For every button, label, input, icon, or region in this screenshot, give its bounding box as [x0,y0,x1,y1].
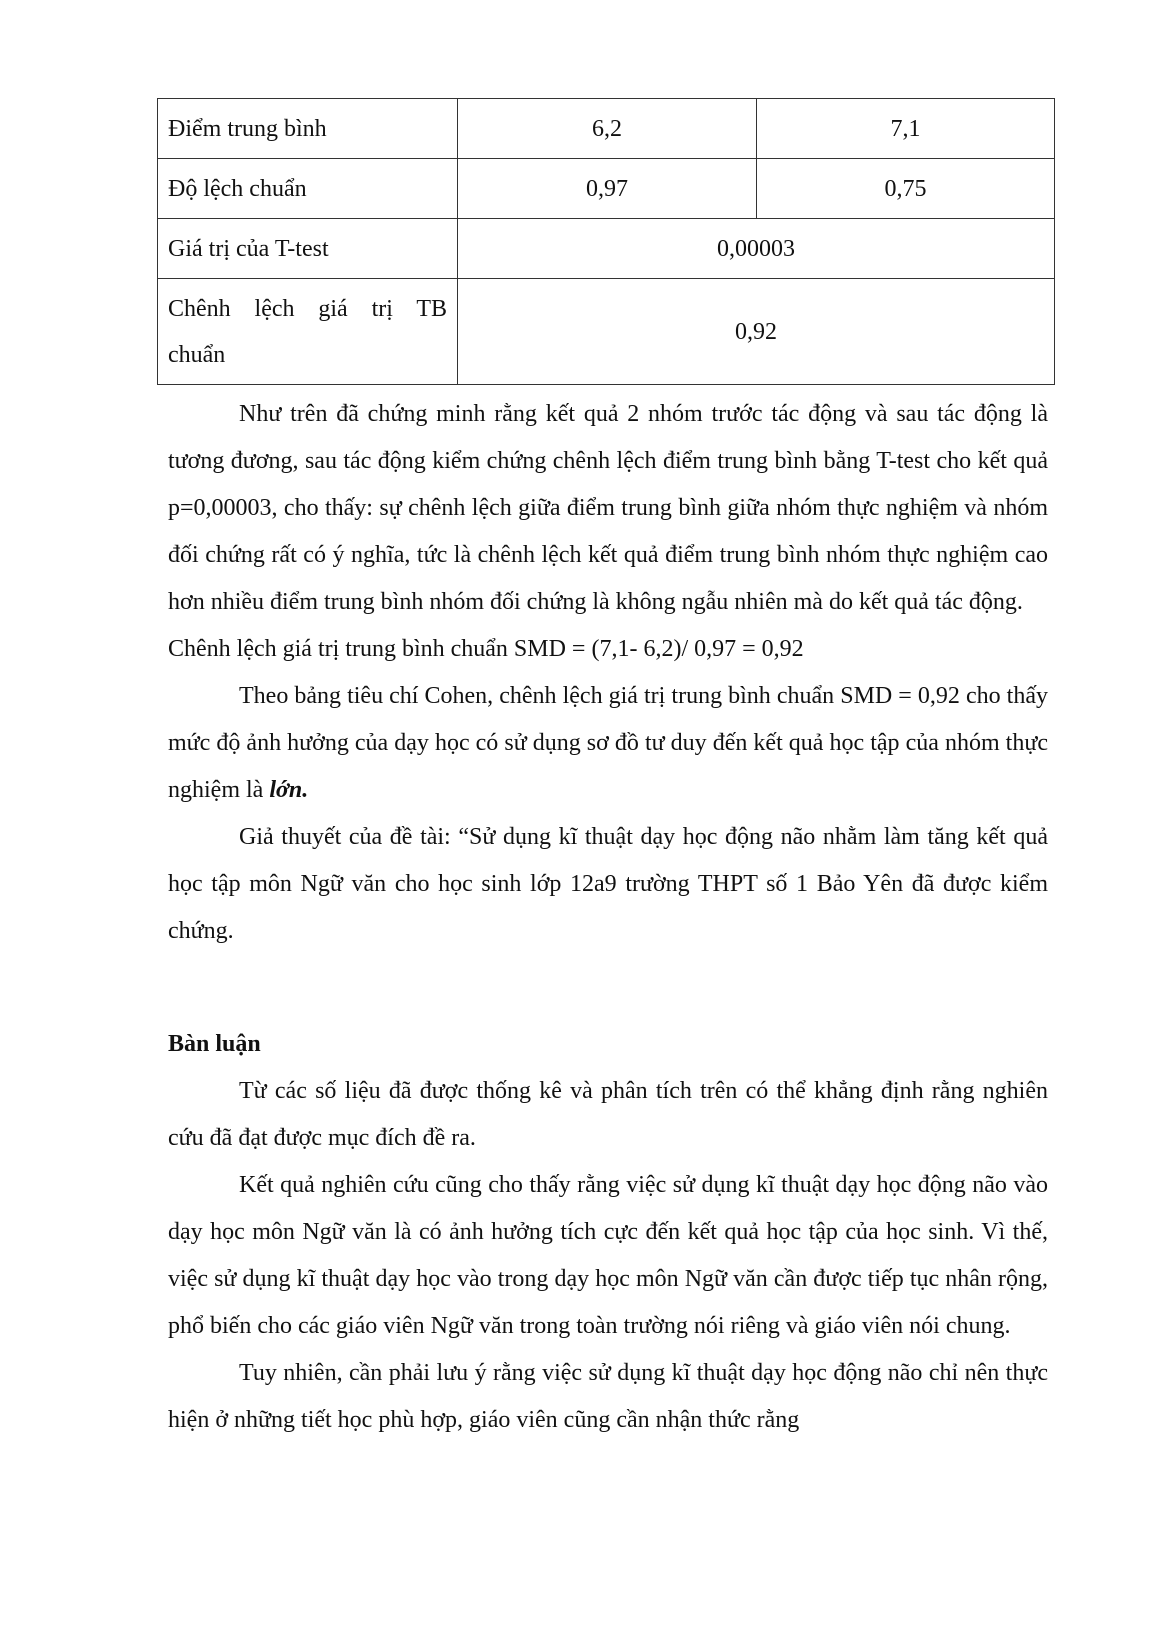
row-label-line: chuẩn [168,341,226,368]
emphasis-text: lớn. [269,777,309,803]
row-label: Điểm trung bình [158,99,458,159]
table-row [158,219,1055,279]
experimental-value: 0,75 [757,159,1055,219]
section-heading: Bàn luận [168,1031,261,1057]
row-label: Độ lệch chuẩn [158,159,458,219]
paragraph-text: Theo bảng tiêu chí Cohen, chênh lệch giá trị trung bình chuẩn SMD = 0,92 cho thấy mức độ ảnh hưởng của dạy học có sử dụng sơ đồ tư duy đến kết quả học tập của nhóm thực nghiệm là [168,683,1048,803]
results-table [157,98,1055,385]
control-value: 0,97 [458,159,757,219]
table-row [158,279,1055,385]
paragraph: Như trên đã chứng minh rằng kết quả 2 nhóm trước tác động và sau tác động là tương đương, sau tác động kiểm chứng chênh lệch điểm trung bình bằng T-test cho kết quả p=0,00003, cho thấy: sự chênh lệch giữa điểm trung bình giữa nhóm thực nghiệm và nhóm đối chứng rất có ý nghĩa, tức là chênh lệch kết quả điểm trung bình nhóm thực nghiệm cao hơn nhiều điểm trung bình nhóm đối chứng là không ngẫu nhiên mà do kết quả tác động. [168,401,1048,615]
experimental-value: 7,1 [757,99,1055,159]
paragraph: Từ các số liệu đã được thống kê và phân tích trên có thể khẳng định rằng nghiên cứu đã đạt được mục đích đề ra. [168,1078,1048,1151]
row-label [158,279,458,385]
merged-value: 0,92 [458,279,1055,385]
table-row [158,99,1055,159]
row-label: Giá trị của T-test [158,219,458,279]
discussion-section [168,1021,1048,1444]
row-label-line: Chênh lệch giá trị TB [168,295,447,322]
paragraph [168,673,1048,814]
body-text [168,391,1048,955]
paragraph: Giả thuyết của đề tài: “Sử dụng kĩ thuật dạy học động não nhằm làm tăng kết quả học tập môn Ngữ văn cho học sinh lớp 12a9 trường THPT số 1 Bảo Yên đã được kiểm chứng. [168,824,1048,944]
paragraph: Chênh lệch giá trị trung bình chuẩn SMD = (7,1- 6,2)/ 0,97 = 0,92 [168,636,804,662]
control-value: 6,2 [458,99,757,159]
merged-value: 0,00003 [458,219,1055,279]
table-row [158,159,1055,219]
paragraph: Kết quả nghiên cứu cũng cho thấy rằng việc sử dụng kĩ thuật dạy học động não vào dạy học môn Ngữ văn là có ảnh hưởng tích cực đến kết quả học tập của học sinh. Vì thế, việc sử dụng kĩ thuật dạy học vào trong dạy học môn Ngữ văn cần được tiếp tục nhân rộng, phổ biến cho các giáo viên Ngữ văn trong toàn trường nói riêng và giáo viên nói chung. [168,1172,1048,1339]
paragraph: Tuy nhiên, cần phải lưu ý rằng việc sử dụng kĩ thuật dạy học động não chỉ nên thực hiện ở những tiết học phù hợp, giáo viên cũng cần nhận thức rằng [168,1360,1048,1433]
